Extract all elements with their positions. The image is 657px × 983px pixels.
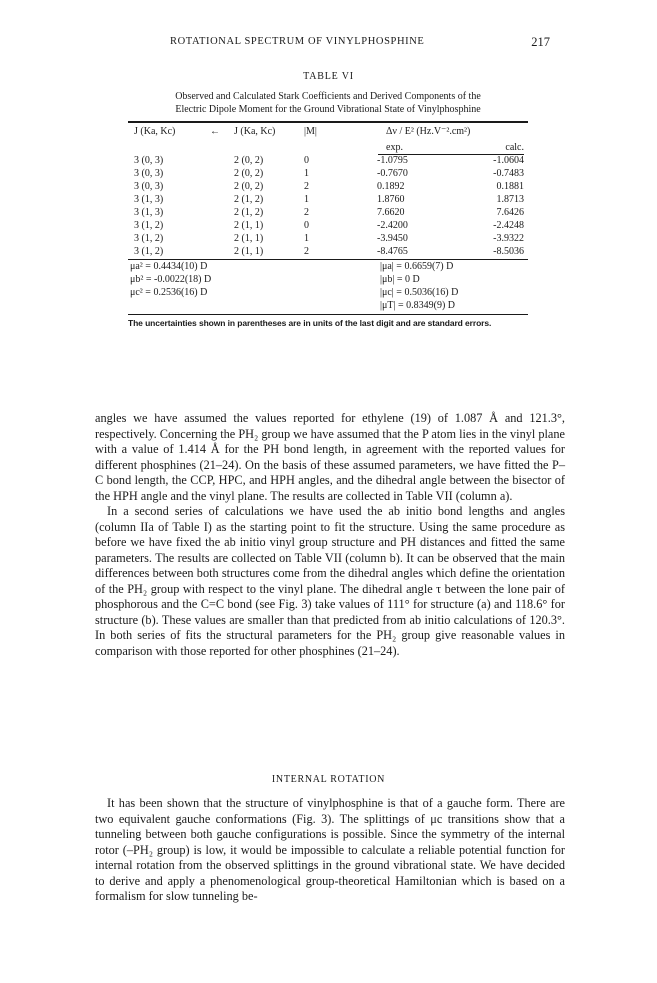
- cell-m: 2: [304, 206, 309, 218]
- cell-exp: 1.8760: [377, 193, 405, 205]
- cell-calc: 7.6426: [496, 206, 524, 218]
- col-header-arrow: ←: [210, 125, 220, 137]
- table-caption-line: Observed and Calculated Stark Coefficients and Derived Components of the: [175, 91, 481, 102]
- cell-calc: -2.4248: [493, 219, 524, 231]
- cell-m: 2: [304, 180, 309, 192]
- cell-exp: 7.6620: [377, 206, 405, 218]
- cell-exp: -3.9450: [377, 232, 408, 244]
- dipole-left-line: μb² = -0.0022(18) D: [130, 273, 212, 285]
- cell-upper: 3 (1, 2): [134, 245, 164, 257]
- cell-calc: -8.5036: [493, 245, 524, 257]
- cell-lower: 2 (1, 2): [234, 206, 264, 218]
- table-subheader-row: [128, 141, 528, 155]
- col-header-upper-state: J (Ka, Kc): [134, 125, 176, 137]
- cell-lower: 2 (1, 1): [234, 232, 264, 244]
- cell-exp: -0.7670: [377, 167, 408, 179]
- table-header-row: [128, 123, 528, 141]
- cell-m: 1: [304, 232, 309, 244]
- cell-upper: 3 (1, 2): [134, 219, 164, 231]
- paragraph: It has been shown that the structure of vinylphosphine is that of a gauche form. There are two equivalent gauche conformations (Fig. 3). The splittings of μc transitions show that a tunneling between both gauche configurations is possible. Since the symmetry of the internal rotor (–PH₂ group) is low, it would be impossible to calculate a reliable potential function for internal rotation from the observed splittings in the ground vibrational state. We have decided to derive and apply a phenomenological group-theoretical Hamiltonian which is based on a formalism for slow tunneling be-: [95, 796, 565, 903]
- cell-upper: 3 (0, 3): [134, 180, 164, 192]
- dipole-right-line: |μc| = 0.5036(16) D: [380, 286, 459, 298]
- cell-lower: 2 (0, 2): [234, 180, 264, 192]
- table-row: [128, 194, 528, 207]
- cell-calc: -3.9322: [493, 232, 524, 244]
- page-number: 217: [531, 35, 550, 49]
- cell-calc: 0.1881: [496, 180, 524, 192]
- cell-calc: 1.8713: [496, 193, 524, 205]
- table-row: [128, 246, 528, 259]
- col-header-lower-state: J (Ka, Kc): [234, 125, 276, 137]
- dipole-left-line: μc² = 0.2536(16) D: [130, 286, 208, 298]
- stark-coefficient-table: [128, 121, 528, 328]
- cell-exp: -8.4765: [377, 245, 408, 257]
- table-body: [128, 155, 528, 259]
- cell-lower: 2 (1, 1): [234, 245, 264, 257]
- col-header-stark-coefficient: Δν / E² (Hz.V⁻².cm²): [386, 125, 471, 137]
- dipole-right-line: |μT| = 0.8349(9) D: [380, 299, 455, 311]
- body-text-lower: [95, 796, 565, 905]
- cell-m: 2: [304, 245, 309, 257]
- cell-upper: 3 (1, 2): [134, 232, 164, 244]
- cell-exp: 0.1892: [377, 180, 405, 192]
- table-row: [128, 155, 528, 168]
- table-label: TABLE VI: [303, 71, 354, 82]
- table-caption-line: Electric Dipole Moment for the Ground Vibrational State of Vinylphosphine: [175, 104, 481, 115]
- table-bottom-rule: [128, 314, 528, 316]
- running-head: [110, 36, 550, 52]
- cell-exp: -2.4200: [377, 219, 408, 231]
- paragraph: angles we have assumed the values reported for ethylene (19) of 1.087 Å and 121.3°, respectively. Concerning the PH₂ group we have assumed that the P atom lies in the vinyl plane with a value of 1.414 Å for the PH bond length, in agreement with the reported values for different phosphines (21–24). On the basis of these assumed parameters, we have fitted the P–C bond length, the CCP, HPC, and HPH angles, and the dihedral angle between the bisector of the HPH angle and the vinyl plane. The results are collected in Table VII (column a).: [95, 411, 565, 503]
- cell-upper: 3 (0, 3): [134, 154, 164, 166]
- paragraph: In a second series of calculations we have used the ab initio bond lengths and angles (column IIa of Table I) as the starting point to fit the structure. Using the same procedure as before we have fixed the ab initio vinyl group structure and PH distances and fitted the same parameters. The results are collected on Table VII (column b). It can be observed that the main differences between both structures come from the dihedral angles which define the orientation of the PH₂ group with respect to the vinyl plane. The dihedral angle τ between the lone pair of phosphorous and the C=C bond (see Fig. 3) take values of 111° for structure (a) and 118.6° for structure (b). These values are smaller than that predicted from ab initio calculations of 120.3°. In both series of fits the structural parameters for the PH₂ group give reasonable values in comparison with those reported for other phosphines (21–24).: [95, 504, 565, 658]
- cell-lower: 2 (0, 2): [234, 167, 264, 179]
- table-row: [128, 181, 528, 194]
- cell-calc: -0.7483: [493, 167, 524, 179]
- dipole-right-line: |μb| = 0 D: [380, 273, 420, 285]
- col-header-calc: calc.: [505, 141, 524, 153]
- cell-m: 0: [304, 154, 309, 166]
- running-title: ROTATIONAL SPECTRUM OF VINYLPHOSPHINE: [170, 36, 425, 47]
- dipole-components: [128, 260, 528, 314]
- cell-calc: -1.0604: [493, 154, 524, 166]
- table-row: [128, 168, 528, 181]
- section-heading: INTERNAL ROTATION: [271, 774, 386, 785]
- cell-exp: -1.0795: [377, 154, 408, 166]
- table-row: [128, 220, 528, 233]
- cell-upper: 3 (1, 3): [134, 193, 164, 205]
- table-row: [128, 233, 528, 246]
- col-header-m: |M|: [304, 125, 317, 137]
- cell-m: 1: [304, 193, 309, 205]
- table-footnote: The uncertainties shown in parentheses are in units of the last digit and are standard errors.: [128, 318, 492, 329]
- cell-lower: 2 (1, 2): [234, 193, 264, 205]
- cell-m: 1: [304, 167, 309, 179]
- table-caption: [128, 90, 528, 116]
- cell-upper: 3 (1, 3): [134, 206, 164, 218]
- cell-upper: 3 (0, 3): [134, 167, 164, 179]
- cell-m: 0: [304, 219, 309, 231]
- dipole-left-line: μa² = 0.4434(10) D: [130, 260, 208, 272]
- dipole-right-line: |μa| = 0.6659(7) D: [380, 260, 454, 272]
- cell-lower: 2 (1, 1): [234, 219, 264, 231]
- cell-lower: 2 (0, 2): [234, 154, 264, 166]
- table-row: [128, 207, 528, 220]
- col-header-exp: exp.: [386, 141, 403, 153]
- body-text-upper: [95, 411, 565, 659]
